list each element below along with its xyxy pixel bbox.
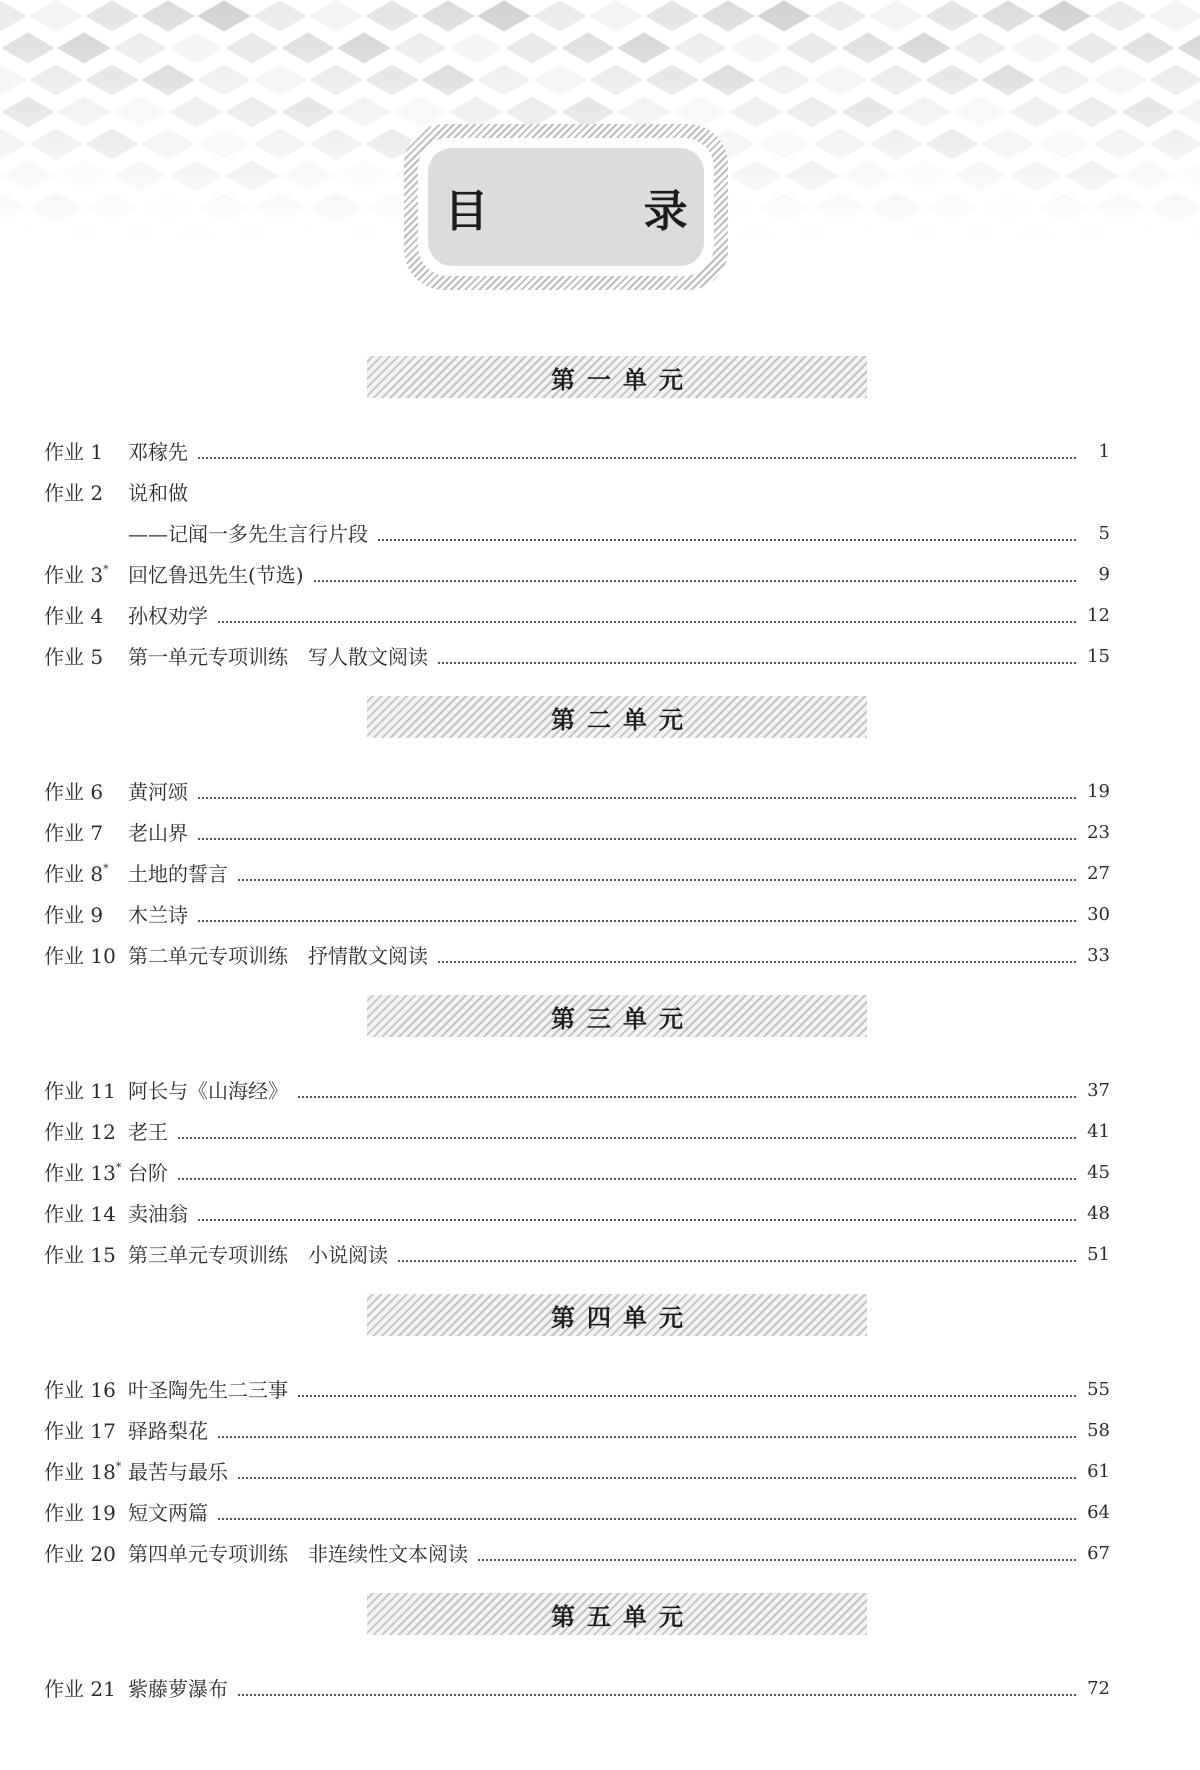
dot-leader	[218, 1436, 1076, 1438]
dot-leader	[178, 1178, 1076, 1180]
dot-leader	[238, 1694, 1076, 1696]
entry-label: 作业 2	[44, 481, 104, 505]
page-number: 9	[1098, 564, 1110, 585]
unit-title: 第二单元	[551, 705, 695, 734]
dot-leader	[298, 1395, 1076, 1397]
page-number: 72	[1087, 1678, 1110, 1699]
dot-leader	[178, 1137, 1076, 1139]
page-number: 48	[1087, 1203, 1110, 1224]
entry-label: 作业 17	[44, 1419, 116, 1443]
unit-1	[44, 356, 1110, 670]
entry-label: 作业 1	[44, 440, 104, 464]
page-number: 41	[1087, 1121, 1110, 1142]
page-title: 目 录	[444, 186, 758, 237]
unit-title: 第三单元	[551, 1004, 695, 1033]
entry-label: 作业 16	[44, 1378, 116, 1402]
entry-title: 回忆鲁迅先生(节选)	[128, 563, 304, 587]
title-plate-inner	[428, 148, 758, 266]
dot-leader	[198, 838, 1076, 840]
entry-title: 第四单元专项训练 非连续性文本阅读	[128, 1542, 468, 1566]
toc-entry[interactable]	[44, 1444, 1110, 1485]
entry-title: 叶圣陶先生二三事	[128, 1378, 288, 1402]
toc-entry[interactable]	[44, 629, 1110, 670]
dot-leader	[218, 1518, 1076, 1520]
optional-marker: *	[103, 862, 109, 875]
unit-title: 第四单元	[551, 1303, 695, 1332]
dot-leader	[198, 797, 1076, 799]
table-of-contents	[44, 356, 1110, 1728]
entry-label: 作业 15	[44, 1243, 116, 1267]
entry-label: 作业 5	[44, 645, 104, 669]
toc-entry[interactable]	[44, 588, 1110, 629]
toc-entry[interactable]	[44, 764, 1110, 805]
entry-label: 作业 21	[44, 1677, 116, 1701]
unit-banner	[367, 1593, 867, 1635]
optional-marker: *	[115, 1161, 122, 1174]
page-number: 51	[1087, 1244, 1110, 1265]
dot-leader	[314, 580, 1076, 582]
unit-2	[44, 696, 1110, 969]
dot-leader	[438, 662, 1076, 664]
page-number: 45	[1087, 1162, 1110, 1183]
page-number: 55	[1087, 1379, 1110, 1400]
entry-label: 作业 6	[44, 780, 104, 804]
page-number: 58	[1087, 1420, 1110, 1441]
dot-leader	[198, 920, 1076, 922]
unit-5	[44, 1593, 1110, 1702]
toc-entry[interactable]	[44, 1104, 1110, 1145]
unit-banner	[367, 1294, 867, 1336]
dot-leader	[438, 961, 1076, 963]
page-number: 19	[1087, 781, 1110, 802]
entry-title: 卖油翁	[128, 1202, 188, 1226]
dot-leader	[478, 1559, 1076, 1561]
entry-title: 驿路梨花	[128, 1419, 208, 1443]
entry-title: 老王	[128, 1120, 168, 1144]
title-plate	[404, 124, 758, 290]
toc-entry[interactable]	[44, 465, 1110, 506]
toc-entry[interactable]	[44, 1485, 1110, 1526]
entry-label: 作业 14	[44, 1202, 116, 1226]
toc-entry[interactable]	[44, 547, 1110, 588]
entry-label: 作业 11	[44, 1079, 116, 1103]
toc-entry[interactable]	[44, 887, 1110, 928]
entry-label: 作业 19	[44, 1501, 116, 1525]
toc-entry[interactable]	[44, 1403, 1110, 1444]
entry-label: 作业 9	[44, 903, 104, 927]
entry-title: 阿长与《山海经》	[128, 1079, 288, 1103]
entry-title: 第三单元专项训练 小说阅读	[128, 1243, 388, 1267]
entry-title: 黄河颂	[128, 780, 188, 804]
entry-title: 木兰诗	[128, 903, 188, 927]
toc-entry[interactable]	[44, 1227, 1110, 1268]
page-number: 5	[1098, 523, 1110, 544]
page-number: 37	[1087, 1080, 1110, 1101]
entry-title: 台阶	[128, 1161, 168, 1185]
entry-title: 紫藤萝瀑布	[128, 1677, 228, 1701]
page-number: 33	[1087, 945, 1110, 966]
page-number: 15	[1087, 646, 1110, 667]
unit-title: 第五单元	[551, 1602, 695, 1631]
toc-entry[interactable]	[44, 928, 1110, 969]
dot-leader	[298, 1096, 1076, 1098]
entry-title: 孙权劝学	[128, 604, 208, 628]
entry-title: 说和做	[128, 481, 188, 505]
page-number: 1	[1098, 441, 1110, 462]
toc-entry[interactable]	[44, 1145, 1110, 1186]
entry-label: 作业 18*	[44, 1460, 122, 1484]
unit-banner	[367, 696, 867, 738]
toc-entry[interactable]	[44, 1526, 1110, 1567]
entry-label: 作业 7	[44, 821, 104, 845]
page-number: 30	[1087, 904, 1110, 925]
page-number: 27	[1087, 863, 1110, 884]
entry-title: 第二单元专项训练 抒情散文阅读	[128, 944, 428, 968]
unit-title: 第一单元	[551, 365, 695, 394]
dot-leader	[198, 457, 1076, 459]
page-number: 61	[1087, 1461, 1110, 1482]
page-number: 67	[1087, 1543, 1110, 1564]
entry-title: 最苦与最乐	[128, 1460, 228, 1484]
dot-leader	[238, 879, 1076, 881]
entry-title: 短文两篇	[128, 1501, 208, 1525]
page-number: 23	[1087, 822, 1110, 843]
dot-leader	[198, 1219, 1076, 1221]
toc-entry[interactable]	[44, 1063, 1110, 1104]
entry-title: 邓稼先	[128, 440, 188, 464]
toc-entry[interactable]	[44, 424, 1110, 465]
optional-marker: *	[103, 563, 109, 576]
page-number: 12	[1087, 605, 1110, 626]
entry-title: 土地的誓言	[128, 862, 228, 886]
unit-banner	[367, 356, 867, 398]
toc-entry[interactable]	[44, 1362, 1110, 1403]
toc-entry[interactable]	[44, 805, 1110, 846]
dot-leader	[218, 621, 1076, 623]
entry-label: 作业 4	[44, 604, 104, 628]
unit-4	[44, 1294, 1110, 1567]
entry-label: 作业 13*	[44, 1161, 122, 1185]
entry-label: 作业 3*	[44, 563, 109, 587]
toc-entry[interactable]	[44, 1186, 1110, 1227]
entry-subtitle: ——记闻一多先生言行片段	[128, 522, 368, 546]
entry-title: 老山界	[128, 821, 188, 845]
toc-entry[interactable]	[44, 1661, 1110, 1702]
dot-leader	[398, 1260, 1076, 1262]
entry-label: 作业 20	[44, 1542, 116, 1566]
entry-label: 作业 10	[44, 944, 116, 968]
dot-leader	[238, 1477, 1076, 1479]
page-number: 64	[1087, 1502, 1110, 1523]
toc-entry[interactable]	[44, 846, 1110, 887]
unit-3	[44, 995, 1110, 1268]
unit-banner	[367, 995, 867, 1037]
entry-label: 作业 8*	[44, 862, 109, 886]
optional-marker: *	[115, 1460, 122, 1473]
entry-label: 作业 12	[44, 1120, 116, 1144]
toc-entry-continuation[interactable]	[44, 506, 1110, 547]
dot-leader	[378, 539, 1076, 541]
entry-title: 第一单元专项训练 写人散文阅读	[128, 645, 428, 669]
